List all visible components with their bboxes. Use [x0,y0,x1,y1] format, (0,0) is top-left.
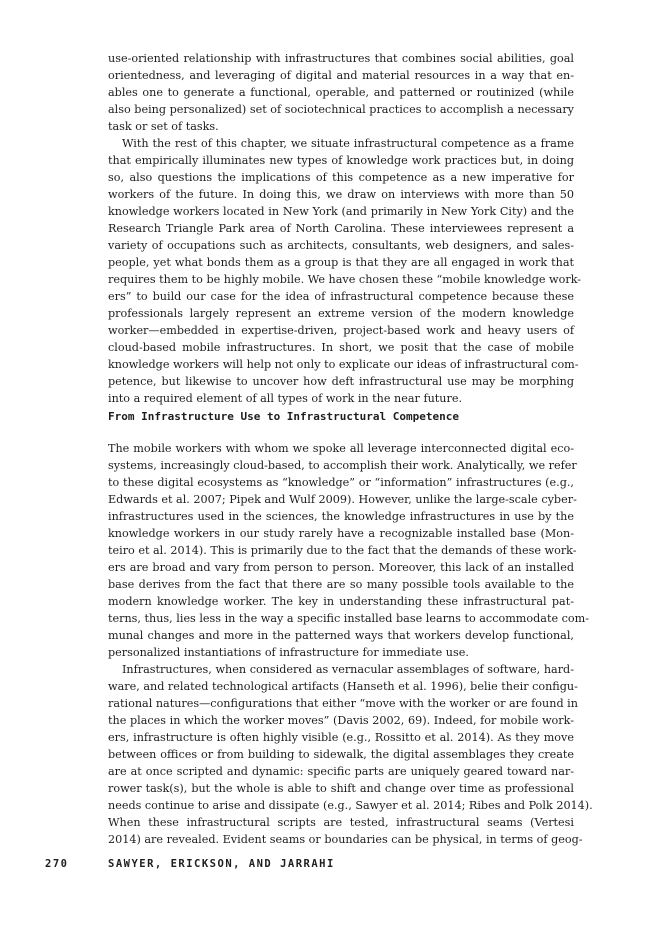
body-text-line: infrastructures used in the sciences, the knowledge infrastructures in use by the [108,510,574,523]
body-text-line: the places in which the worker moves” (Davis 2002, 69). Indeed, for mobile work- [108,714,574,727]
running-head: SAWYER, ERICKSON, AND JARRAHI [108,858,335,870]
body-text-line: rational natures—configurations that either “move with the worker or are found in [108,697,578,710]
body-text-line: that empirically illuminates new types of knowledge work practices but, in doing [108,154,574,167]
body-text-line: task or set of tasks. [108,120,219,133]
body-text-line: between offices or from building to sidewalk, the digital assemblages they create [108,748,574,761]
body-text-line: so, also questions the implications of this competence as a new imperative for [108,171,574,184]
body-text-line: needs continue to arise and dissipate (e.g., Sawyer et al. 2014; Ribes and Polk 2014). [108,799,593,812]
body-text-line: ers are broad and vary from person to person. Moreover, this lack of an installed [108,561,574,574]
body-text-line: workers of the future. In doing this, we draw on interviews with more than 50 [108,188,574,201]
body-text-line: orientedness, and leveraging of digital and material resources in a way that en- [108,69,574,82]
body-text-line: ables one to generate a functional, operable, and patterned or routinized (while [108,86,574,99]
body-text-line: ware, and related technological artifacts (Hanseth et al. 1996), belie their configu- [108,680,578,693]
body-text-line: ers, infrastructure is often highly visible (e.g., Rossitto et al. 2014). As they move [108,731,574,744]
body-text-line: are at once scripted and dynamic: specific parts are uniquely geared toward nar- [108,765,574,778]
body-text-line: also being personalized) set of sociotechnical practices to accomplish a necessary [108,103,574,116]
body-text-line: people, yet what bonds them as a group is that they are all engaged in work that [108,256,574,269]
body-text-line: knowledge workers located in New York (and primarily in New York City) and the [108,205,574,218]
body-text-line: ers” to build our case for the idea of infrastructural competence because these [108,290,574,303]
body-text-line: modern knowledge worker. The key in understanding these infrastructural pat- [108,595,574,608]
body-text-line: use-oriented relationship with infrastructures that combines social abilities, goal [108,52,574,65]
body-text-line: base derives from the fact that there are so many possible tools available to the [108,578,574,591]
body-text-line: systems, increasingly cloud-based, to accomplish their work. Analytically, we refer [108,459,577,472]
body-text-line: into a required element of all types of work in the near future. [108,392,463,405]
body-text-line: knowledge workers in our study rarely have a recognizable installed base (Mon- [108,527,574,540]
body-text-line: requires them to be highly mobile. We have chosen these “mobile knowledge work- [108,273,582,286]
page-number: 270 [45,858,69,870]
body-text-line: personalized instantiations of infrastructure for immediate use. [108,646,469,659]
body-text-line: rower task(s), but the whole is able to shift and change over time as professional [108,782,574,795]
body-text-line: cloud-based mobile infrastructures. In short, we posit that the case of mobile [108,341,574,354]
body-text-line: Research Triangle Park area of North Carolina. These interviewees represent a [108,222,574,235]
body-text-line: terns, thus, lies less in the way a specific installed base learns to accommodate com- [108,612,590,625]
body-text-line: variety of occupations such as architects, consultants, web designers, and sales- [108,239,574,252]
body-text-line: munal changes and more in the patterned ways that workers develop functional, [108,629,574,642]
body-text-line: Infrastructures, when considered as vernacular assemblages of software, hard- [122,663,574,676]
section-heading: From Infrastructure Use to Infrastructural Competence [108,410,459,423]
body-text-line: worker—embedded in expertise-driven, project-based work and heavy users of [108,324,574,337]
body-text-line: With the rest of this chapter, we situate infrastructural competence as a frame [122,137,574,150]
body-text-line: professionals largely represent an extreme version of the modern knowledge [108,307,574,320]
body-text-line: petence, but likewise to uncover how deft infrastructural use may be morphing [108,375,574,388]
body-text-line: 2014) are revealed. Evident seams or boundaries can be physical, in terms of geog- [108,833,583,846]
body-text-line: When these infrastructural scripts are tested, infrastructural seams (Vertesi [108,816,574,829]
body-text-line: knowledge workers will help not only to explicate our ideas of infrastructural com- [108,358,579,371]
body-text-line: to these digital ecosystems as “knowledge” or “information” infrastructures (e.g., [108,476,574,489]
body-text-line: teiro et al. 2014). This is primarily due to the fact that the demands of these work- [108,544,577,557]
body-text-line: Edwards et al. 2007; Pipek and Wulf 2009). However, unlike the large-scale cyber- [108,493,577,506]
body-text-line: The mobile workers with whom we spoke all leverage interconnected digital eco- [108,442,574,455]
